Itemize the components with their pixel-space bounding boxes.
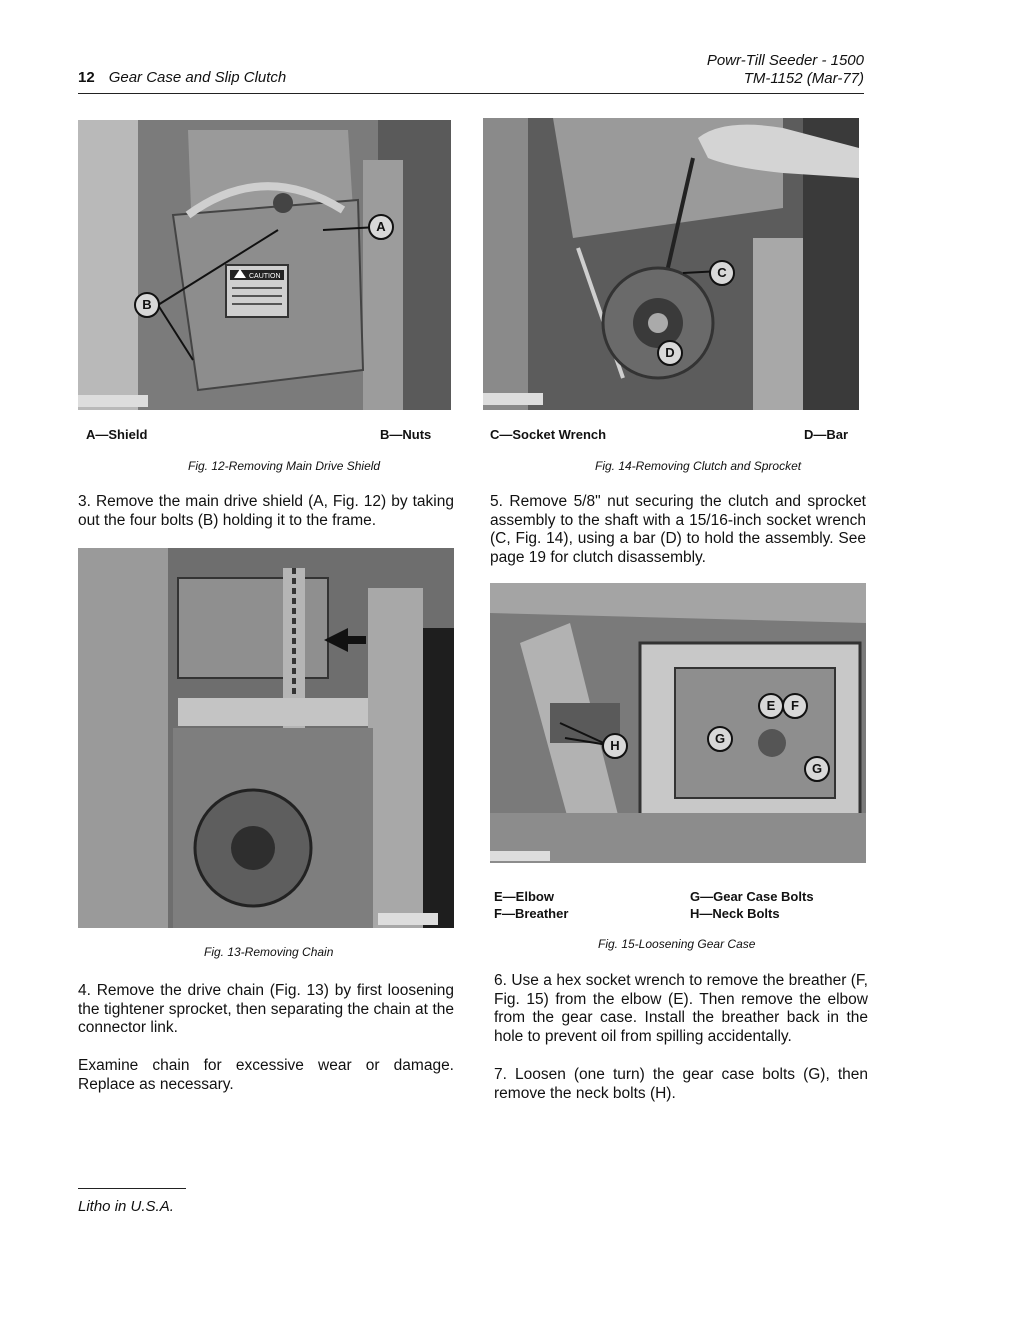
footer-rule [78,1188,186,1189]
fig12-caption: Fig. 12-Removing Main Drive Shield [188,459,381,473]
fig15-callout-h: H [602,733,628,759]
fig12-callout-b: B [134,292,160,318]
legend-socket-wrench: C—Socket Wrench [490,427,607,442]
fig14-callout-c: C [709,260,735,286]
section-title: Gear Case and Slip Clutch [108,69,287,86]
legend-bar: D—Bar [804,427,849,442]
caution-label: CAUTION [249,273,281,280]
fig12-photo [78,120,451,410]
step-5-text: 5. Remove 5/8" nut securing the clutch and sprocket assembly to the shaft with a 15/16-inch socket wrench (C, Fig. 14), using a bar (D) to hold the assembly. See page 19 for clutch disassembly. [490,493,866,566]
page-header-left [78,69,286,86]
fig12-callout-a: A [368,214,394,240]
fig15-caption: Fig. 15-Loosening Gear Case [598,937,756,951]
step-4-text: 4. Remove the drive chain (Fig. 13) by first loosening the tightener sprocket, then separating the chain at the connector link. [78,982,454,1036]
legend-nuts: B—Nuts [380,427,432,442]
step-7-text: 7. Loosen (one turn) the gear case bolts (G), then remove the neck bolts (H). [494,1066,868,1102]
fig13-photo [78,548,454,928]
fig13-caption: Fig. 13-Removing Chain [204,945,334,959]
step-3-text: 3. Remove the main drive shield (A, Fig. 12) by taking out the four bolts (B) holding it to the frame. [78,493,454,529]
fig15-callout-e: E [758,693,784,719]
legend-shield: A—Shield [86,427,148,442]
fig15-callout-f: F [782,693,808,719]
legend-breather: F—Breather [494,906,569,921]
fig15-photo [490,583,866,863]
step-4-note: Examine chain for excessive wear or damage. Replace as necessary. [78,1057,454,1093]
fig15-callout-g-left: G [707,726,733,752]
manual-code: TM-1152 (Mar-77) [743,70,864,87]
legend-elbow: E—Elbow [494,889,554,904]
fig14-callout-d: D [657,340,683,366]
fig14-photo [483,118,859,410]
manual-title: Powr-Till Seeder - 1500 [706,52,864,69]
header-rule [78,93,864,94]
page-number: 12 [78,69,95,86]
step-6-text: 6. Use a hex socket wrench to remove the breather (F, Fig. 15) from the elbow (E). Then remove the elbow from the gear case. Install the breather back in the hole to prevent oil from spilling accidentally. [494,972,868,1045]
fig15-callout-g-right: G [804,756,830,782]
legend-gear-case-bolts: G—Gear Case Bolts [690,889,814,904]
litho-footer: Litho in U.S.A. [78,1198,174,1215]
fig14-caption: Fig. 14-Removing Clutch and Sprocket [595,459,802,473]
legend-neck-bolts: H—Neck Bolts [690,906,780,921]
